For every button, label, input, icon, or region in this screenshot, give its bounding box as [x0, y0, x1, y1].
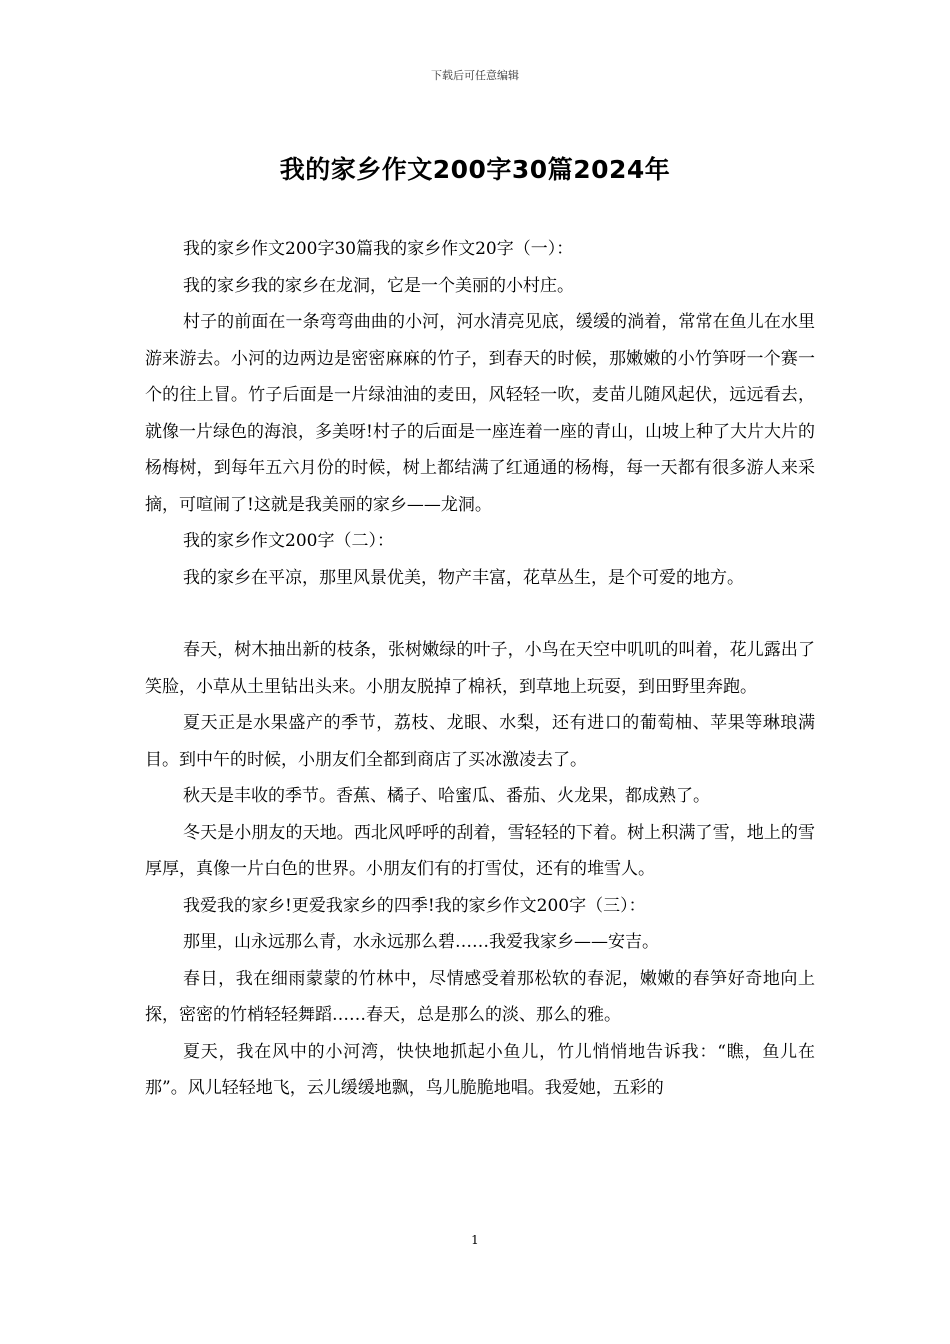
paragraph: 我的家乡我的家乡在龙洞，它是一个美丽的小村庄。	[183, 275, 574, 296]
paragraph: 夏天正是水果盛产的季节，荔枝、龙眼、水梨，还有进口的葡萄柚、苹果等琳琅满目。到中午的时候，小朋友们全都到商店了买冰激凌去了。	[145, 713, 815, 770]
paragraph: 夏天，我在风中的小河湾，快快地抓起小鱼儿，竹儿悄悄地告诉我：“瞧，鱼儿在那”。风儿轻轻地飞，云儿缓缓地飘，鸟儿脆脆地唱。我爱她，五彩的	[145, 1041, 815, 1098]
paragraph: 那里，山永远那么青，水永远那么碧……我爱我家乡——安吉。	[183, 932, 659, 952]
paragraph: 我的家乡作文200字30篇我的家乡作文20字（一）：	[183, 239, 574, 259]
paragraph: 村子的前面在一条弯弯曲曲的小河，河水清亮见底，缓缓的淌着，常常在鱼儿在水里游来游去。小河的边两边是密密麻麻的竹子，到春天的时候，那嫩嫩的小竹笋呀一个赛一个的往上冒。竹子后面是一片绿油油的麦田，风轻轻一吹，麦苗儿随风起伏，远远看去，就像一片绿色的海浪，多美呀!村子的后面是一座连着一座的青山，山坡上种了大片大片的杨梅树，到每年五六月份的时候，树上都结满了红通通的杨梅，每一天都有很多游人来采摘，可喧闹了!这就是我美丽的家乡——龙洞。	[145, 312, 815, 515]
paragraph: 我的家乡作文200字（二）：	[183, 531, 394, 551]
paragraph: 秋天是丰收的季节。香蕉、橘子、哈蜜瓜、番茄、火龙果，都成熟了。	[183, 786, 710, 806]
page-header: 下载后可任意编辑	[431, 69, 519, 82]
paragraph: 我的家乡在平凉，那里风景优美，物产丰富，花草丛生，是个可爱的地方。	[183, 567, 744, 588]
page-number: 1	[471, 1233, 479, 1247]
document-body	[145, 231, 815, 1107]
document-title: 我的家乡作文200字30篇2024年	[279, 155, 671, 184]
paragraph: 冬天是小朋友的天地。西北风呼呼的刮着，雪轻轻的下着。树上积满了雪，地上的雪厚厚，真像一片白色的世界。小朋友们有的打雪仗，还有的堆雪人。	[145, 822, 815, 879]
paragraph: 春天，树木抽出新的枝条，张树嫩绿的叶子，小鸟在天空中叽叽的叫着，花儿露出了笑脸，小草从土里钻出头来。小朋友脱掉了棉袄，到草地上玩耍，到田野里奔跑。	[145, 640, 815, 697]
paragraph: 春日，我在细雨蒙蒙的竹林中，尽情感受着那松软的春泥，嫩嫩的春笋好奇地向上探，密密的竹梢轻轻舞蹈……春天，总是那么的淡、那么的雅。	[145, 968, 815, 1025]
paragraph: 我爱我的家乡!更爱我家乡的四季!我的家乡作文200字（三）：	[183, 895, 646, 916]
